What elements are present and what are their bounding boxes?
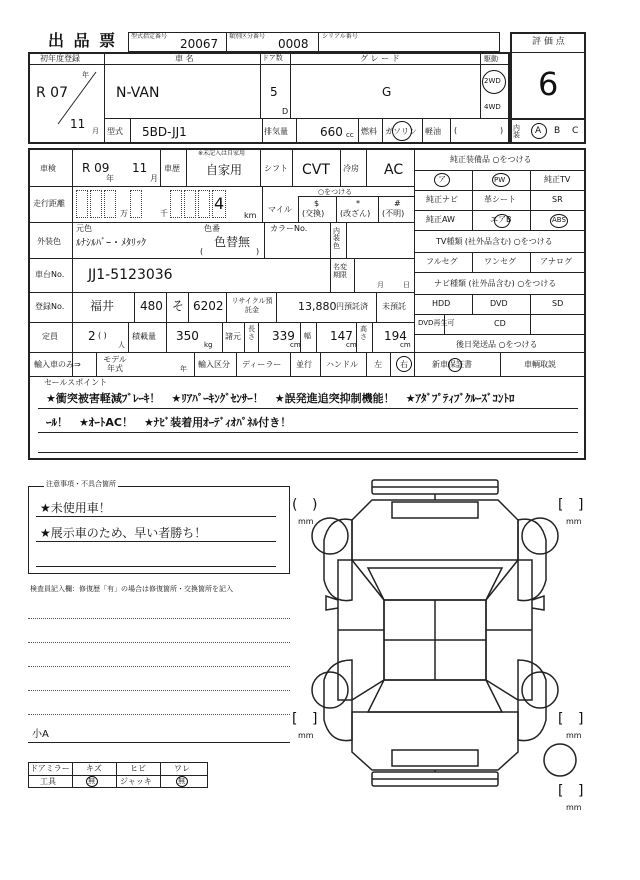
naiso-label: 内装 xyxy=(513,124,520,139)
hdd-option: HDD xyxy=(432,299,451,308)
haikiryo-value: 660 xyxy=(320,125,343,139)
sales-line-2: ｰﾙ！ ★ｵｰﾄAC！ ★ﾅﾋﾞ装着用ｵｰﾃﾞｨｵﾊﾟﾈﾙ付き！ xyxy=(46,416,292,429)
teiin-value: 2 xyxy=(88,329,96,343)
taka-cm: cm xyxy=(400,341,411,349)
cd-option: CD xyxy=(494,319,506,328)
iroban-label: 色番 xyxy=(204,224,220,233)
kogu-mark: 無 xyxy=(88,777,95,785)
plate-number: 6202 xyxy=(193,299,224,313)
year-unit: 年 xyxy=(82,71,89,79)
color-paren-open: ( xyxy=(200,247,204,256)
tire-fl-bracket-open: ( xyxy=(292,497,298,513)
teiin-paren: ( ) xyxy=(98,331,107,340)
naga-value: 339 xyxy=(272,329,295,343)
setsumeisho-option: 車輌取説 xyxy=(524,360,556,369)
shaken-year: R 09 xyxy=(82,161,110,175)
sunroof-mark: ア xyxy=(438,175,446,184)
reibo-value: AC xyxy=(384,162,404,178)
shaken-nen: 年 xyxy=(106,174,114,183)
sekisai-label: 積載量 xyxy=(132,332,156,341)
registration-month: 11 xyxy=(70,117,86,131)
handle-left: 左 xyxy=(374,360,382,369)
navi-label: ナビ種類 (社外品含む) ○をつける xyxy=(434,279,557,288)
odometer-man: 万 xyxy=(120,209,128,218)
jack-mark: 無 xyxy=(178,777,185,785)
pw-option: PW xyxy=(494,176,506,184)
shoko-label: 諸元 xyxy=(225,332,241,341)
fullseg-option: フルセグ xyxy=(426,257,458,266)
door-type: D xyxy=(282,107,289,116)
tire-fr-mm: mm xyxy=(566,517,582,526)
hyoka-score: 6 xyxy=(538,65,559,103)
shift-label: シフト xyxy=(264,164,288,173)
fumei: (不明) xyxy=(382,209,405,218)
tire-rr-bracket-open: [ xyxy=(558,711,564,727)
tire-fl-mm: mm xyxy=(298,517,314,526)
notes-label: 注意事項・不具合箇所 xyxy=(46,480,116,488)
soko-label: 走行距離 xyxy=(33,199,65,208)
naiso-c: C xyxy=(572,126,579,136)
registration-year: R 07 xyxy=(36,85,68,101)
doors-label: ドア数 xyxy=(262,54,283,62)
sheet-title: 出 品 票 xyxy=(48,31,118,50)
handle-right: 右 xyxy=(400,360,408,369)
oneseg-option: ワンセグ xyxy=(484,257,516,266)
naiso-a: A xyxy=(535,126,542,136)
mile-label: マイル xyxy=(268,205,292,214)
junsei-tv-option: 純正TV xyxy=(544,175,571,184)
kawa-seat-option: 革シート xyxy=(484,195,516,204)
sr-option: SR xyxy=(552,195,563,204)
other-fuel-paren-close: ) xyxy=(500,126,504,135)
kaizan-sym: * xyxy=(356,199,360,208)
taka-value: 194 xyxy=(384,329,407,343)
model-year-nen: 年 xyxy=(180,365,187,373)
toroku-label: 登録No. xyxy=(35,302,65,311)
junsei-label: 純正装備品 ○をつける xyxy=(450,155,532,164)
meihen-tsuki: 月 xyxy=(377,281,384,289)
naga-label: 長さ xyxy=(248,325,255,341)
koukan-sym: $ xyxy=(314,199,320,208)
tire-rr-mm: mm xyxy=(566,731,582,740)
shaken-label: 車検 xyxy=(40,164,56,173)
plate-kana: そ xyxy=(172,299,185,313)
yunyu-kubun-label: 輸入区分 xyxy=(198,360,230,369)
serial-label: シリアル番号 xyxy=(322,33,358,40)
inspector-sign: 小A xyxy=(32,729,49,740)
sekisai-kg: kg xyxy=(204,341,213,349)
jack-label: ジャッキ xyxy=(120,777,152,786)
hyoka-label: 評 価 点 xyxy=(532,37,565,47)
drive-4wd: 4WD xyxy=(484,103,501,111)
hoshosho-option: 新車保証書 xyxy=(432,360,472,369)
tire-spare-bracket-close: ] xyxy=(578,783,584,799)
junsei-aw-option: 純正AW xyxy=(426,215,455,224)
shamei-label: 車 名 xyxy=(175,54,194,63)
haba-cm: cm xyxy=(346,341,357,349)
tire-spare-bracket-open: [ xyxy=(558,783,564,799)
sekisai-value: 350 xyxy=(176,329,199,343)
haba-label: 幅 xyxy=(304,332,311,340)
odometer-value: 4 xyxy=(214,194,225,213)
other-fuel-paren-open: ( xyxy=(454,126,458,135)
haikiryo-unit: cc xyxy=(346,131,354,139)
tire-rr-bracket-close: ] xyxy=(578,711,584,727)
shiteibango-value: 20067 xyxy=(180,37,219,51)
shonendo-label: 初年度登録 xyxy=(40,54,80,63)
ware-label: ワレ xyxy=(174,764,190,773)
shadai-value: JJ1-5123036 xyxy=(88,267,173,283)
handle-label: ハンドル xyxy=(326,360,358,369)
odometer-km: km xyxy=(244,211,257,220)
kojitsu-label: 後日発送品 ○をつける xyxy=(456,340,538,349)
color-paren-close: ) xyxy=(256,247,260,256)
shaken-month: 11 xyxy=(132,161,148,175)
teiin-label: 定員 xyxy=(42,332,58,341)
model-year-label: モデル年式 xyxy=(103,355,127,373)
naga-cm: cm xyxy=(290,341,301,349)
grade-value: G xyxy=(382,85,392,99)
naisoshoku-label: 内装色 xyxy=(333,227,340,250)
tire-fr-bracket-open: [ xyxy=(558,497,564,513)
tire-fl-bracket-close: ) xyxy=(312,497,318,513)
gaisoshoku-label: 外装色 xyxy=(37,237,61,246)
shareki-label: 車歴 xyxy=(164,164,180,173)
odometer-sen: 千 xyxy=(160,209,168,218)
analog-option: アナログ xyxy=(540,257,572,266)
meihen-nichi: 日 xyxy=(403,281,410,289)
inspector-label: 検査員記入欄：修復歴「有」の場合は修復箇所・交換箇所を記入 xyxy=(30,585,233,593)
haikiryo-label: 排気量 xyxy=(264,127,288,136)
kaizan: (改ざん) xyxy=(340,209,371,218)
mitaku: 未預託 xyxy=(382,302,406,311)
taka-label: 高さ xyxy=(360,325,367,341)
haba-value: 147 xyxy=(330,329,353,343)
exterior-color: ﾙﾅｼﾙﾊﾞｰ・ﾒﾀﾘｯｸ xyxy=(76,238,146,249)
heiko-option: 並行 xyxy=(296,360,312,369)
drive-2wd: 2WD xyxy=(484,77,501,85)
month-unit: 月 xyxy=(92,127,99,135)
color-change: 色替無 xyxy=(214,235,251,249)
tire-rl-bracket-open: [ xyxy=(292,711,298,727)
shareki-note: ※未記入は自家用 xyxy=(198,150,246,157)
sd-option: SD xyxy=(552,299,564,308)
tire-fr-bracket-close: ] xyxy=(578,497,584,513)
grade-label: グ レ ー ド xyxy=(360,54,400,63)
shift-value: CVT xyxy=(302,162,330,178)
shiteibango-label: 型式指定番号 xyxy=(131,33,168,40)
abs-option: ABS xyxy=(552,216,566,224)
katashiki-label: 型式 xyxy=(107,127,123,136)
ruibetsu-label: 類別区分番号 xyxy=(229,33,266,40)
recycle-value: 13,880 xyxy=(298,300,337,313)
reibo-label: 冷房 xyxy=(343,164,359,173)
fumei-sym: # xyxy=(394,199,401,208)
door-count: 5 xyxy=(270,85,278,99)
dvd-play-option: DVD再生可 xyxy=(418,319,455,327)
shaken-tsuki: 月 xyxy=(150,174,158,183)
hibi-label: ヒビ xyxy=(130,764,146,773)
notes-line-2: ★展示車のため、早い者勝ち！ xyxy=(40,526,207,540)
yunyu-label: 輸入車のみ⇒ xyxy=(34,360,81,369)
naiso-b: B xyxy=(554,126,561,136)
meihen-label: 名変期限 xyxy=(333,263,347,280)
recycle-unit: 円預託済 xyxy=(336,302,368,311)
kizu-label: キズ xyxy=(86,764,102,773)
tire-spare-mm: mm xyxy=(566,803,582,812)
car-name: N-VAN xyxy=(116,85,160,101)
koukan: (交換) xyxy=(302,209,325,218)
kudo-label: 駆動 xyxy=(484,55,498,63)
door-mirror-label: ドアミラー xyxy=(30,764,70,773)
teiin-nin: 人 xyxy=(118,341,125,349)
dealer-option: ディーラー xyxy=(242,360,282,369)
motoiro-label: 元色 xyxy=(76,224,92,233)
junsei-navi-option: 純正ナビ xyxy=(426,195,458,204)
sales-label: セールスポイント xyxy=(44,378,108,387)
keiyu-option: 軽油 xyxy=(425,127,441,136)
recycle-label: リサイクル預託金 xyxy=(231,297,273,314)
nenryo-label: 燃料 xyxy=(361,127,377,136)
tire-rl-bracket-close: ] xyxy=(312,711,318,727)
shadai-label: 車台No. xyxy=(35,270,65,279)
ruibetsu-value: 0008 xyxy=(278,37,309,51)
dvd-option: DVD xyxy=(490,299,508,308)
tsukeru-label: ○をつける xyxy=(318,188,353,196)
gasoline-option: ガソリン xyxy=(385,127,417,136)
tire-rl-mm: mm xyxy=(298,731,314,740)
plate-class: 480 xyxy=(140,299,163,313)
notes-line-1: ★未使用車！ xyxy=(40,501,111,515)
airbag-option: エアB xyxy=(490,215,512,224)
sales-line-1: ★衝突被害軽減ﾌﾞﾚｰｷ！ ★ﾘｱﾊﾟｰｷﾝｸﾞｾﾝｻｰ！ ★誤発進追突抑制機能！ ★ｱﾀﾞﾌﾟﾃｨﾌﾞｸﾙｰｽﾞｺﾝﾄﾛ xyxy=(46,392,515,405)
colorno-label: カラーNo. xyxy=(270,224,308,233)
plate-region: 福井 xyxy=(90,299,115,313)
shareki-value: 自家用 xyxy=(206,163,243,177)
kogu-label: 工具 xyxy=(40,777,56,786)
katashiki-value: 5BD-JJ1 xyxy=(142,125,187,139)
tv-label: TV種類 (社外品含む) ○をつける xyxy=(436,237,553,246)
